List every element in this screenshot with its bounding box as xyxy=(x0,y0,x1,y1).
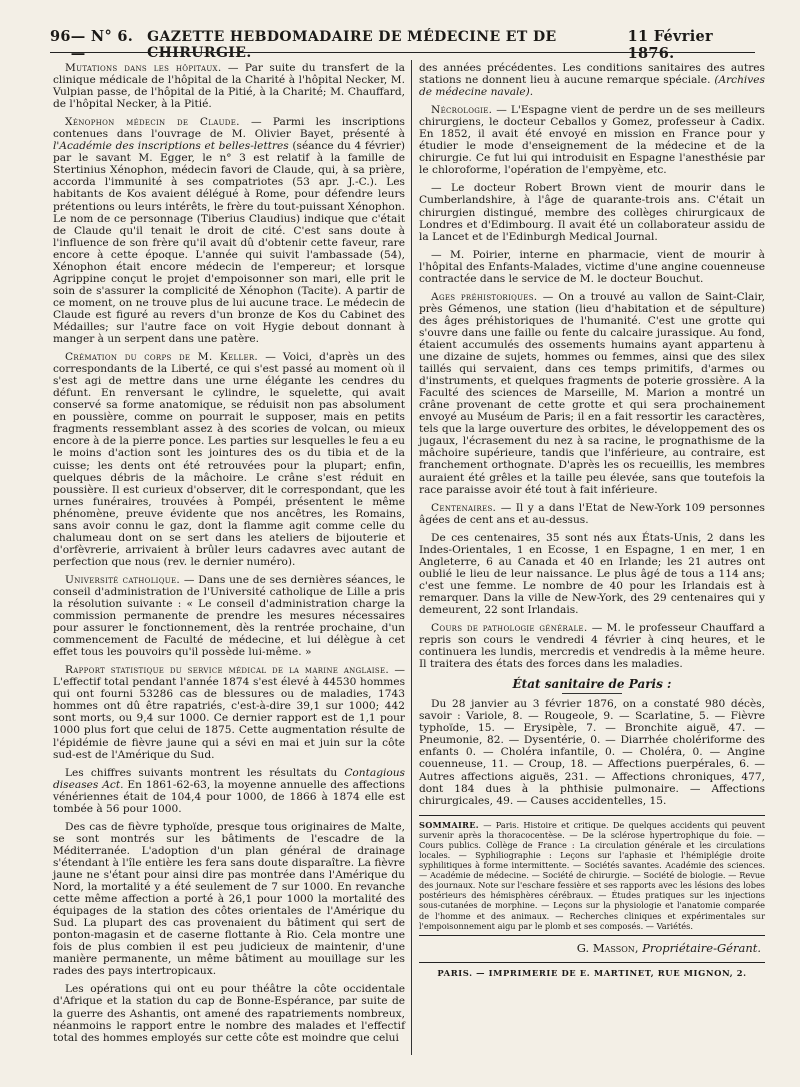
article-body: — Voici, d'après un des correspondants de la Liberté, ce qui s'est passé au moment où il s'est agi de mettre dans une urne élégante les cendres du défunt. En renversant le cylindre, le squelette, qui avait conservé sa forme anatomique, se réduisit non pas absolument en poussière, comme on pourrait le supposer, mais en petits fragments ressemblant assez à des scories de volcan, ou mieux encore à de la pierre ponce. Les parties sur lesquelles le feu a eu le moins d'action sont les jointures des os du tibia et de la cuisse; les dents ont été retrouvées pour la plupart; enfin, quelques débris de la mâchoire. Le crâne s'est réduit en poussière. Il est curieux d'observer, dit le correspondant, que les urnes funéraires, trouvées à Pompéi, présentent le même phénomène, preuve évidente que nos ancêtres, les Romains, sans avoir connu le gaz, dont la flamme agit comme celle du chalumeau dont on se sert dans les ateliers de bijouterie et d'orfèvrerie, arrivaient à brûler leurs cadavres avec autant de perfection que nous (rev. le dernier numéro). xyxy=(53,351,406,568)
article-rapport-p3 xyxy=(53,821,405,978)
article-heading: Université catholique. xyxy=(65,573,181,586)
article-cours xyxy=(419,622,765,670)
article-body: En 1861-62-63, la moyenne annuelle des affections vénériennes était de 104,4 pour 1000, de 1866 à 1874 elle est tombée à 56 pour 1000. xyxy=(53,778,405,815)
article-body: des années précédentes. Les conditions sanitaires des autres stations ne donnent lieu à aucune remarque spéciale. xyxy=(419,62,765,87)
article-body: — L'Espagne vient de perdre un de ses meilleurs chirurgiens, le docteur Ceballos y Gomez, professeur à Cadix. En 1852, il avait été envoyé en mission en France pour y étudier le mode d'enseignement de la médecine et de la chirurgie. Ce fut lui qui introduisit en Espagne l'anesthésie par le chloroforme, l'opération de l'empyème, etc. xyxy=(419,104,765,177)
article-necrologie-p3 xyxy=(419,249,765,285)
article-heading: Rapport statistique du service médical de la marine anglaise. xyxy=(65,664,390,677)
article-rapport-p4 xyxy=(53,983,405,1043)
sommaire-text: — Paris. Histoire et critique. De quelques accidents qui peuvent survenir après la thoracocentèse. — De la sclérose hypertrophique du foie. — Cours publics. Collège de France : La circulation générale et les circulations locales. — Syphiliographie : Leçons sur l'aphasie et l'hémiplégie droite syphilitiques à forme intermittente. — Sociétés savantes. Académie des sciences. — Académie de médecine. — Société de chirurgie. — Société de biologie. — Revue des journaux. Note sur l'eschare fessière et ses rapports avec les lésions des lobes postérieurs des hémisphères cérébraux. — Études pratiques sur les injections sous-cutanées de morphine. — Leçons sur la physiologie et l'anatomie comparée de l'homme et des animaux. — Recherches cliniques et expérimentales sur l'empoisonnement aigu par le plomb et ses composés. — Variétés. xyxy=(419,819,765,931)
signature-role: Propriétaire-Gérant. xyxy=(642,940,761,955)
article-centenaires xyxy=(419,502,765,526)
article-body: Du 28 janvier au 3 février 1876, on a constaté 980 décès, savoir : Variole, 8. — Rougeole, 9. — Scarlatine, 5. — Fièvre typhoïde, 15. — Erysipèle, 7. — Bronchite aiguë, 47. — Pneumonie, 82. — Dysentérie, 0. — Diarrhée cholériforme des enfants 0. — Choléra infantile, 0. — Choléra, 0. — Angine couenneuse, 11. — Croup, 18. — Affections puerpérales, 6. — Autres affections aiguës, 231. — Affections chroniques, 477, dont 184 dues à la phthisie pulmonaire. — Affections chirurgicales, 49. — Causes accidentelles, 15. xyxy=(419,698,765,807)
signature-name: G. Masson xyxy=(576,940,635,955)
article-heading: Centenaires. xyxy=(431,501,497,514)
etat-sanitaire-rule xyxy=(562,693,622,694)
article-cremation xyxy=(53,351,405,568)
printer-line: PARIS. — IMPRIMERIE DE E. MARTINET, RUE MIGNON, 2. xyxy=(419,962,765,979)
article-emphasis: l'Académie des inscriptions et belles-lettres xyxy=(53,140,289,153)
article-body: — M. le professeur Chauffard a repris son cours le vendredi 4 février à cinq heures, et le continuera les lundis, mercredis et vendredis à la même heure. Il traitera des états des forces dans les maladies. xyxy=(419,622,765,671)
article-necrologie xyxy=(419,104,765,176)
article-universite xyxy=(53,574,405,658)
article-heading: Xénophon médecin de Claude. xyxy=(65,116,240,129)
journal-title: GAZETTE HEBDOMADAIRE DE MÉDECINE ET DE CHIRURGIE. xyxy=(147,29,557,61)
article-body: — Parmi les inscriptions contenues dans l'ouvrage de M. Olivier Bayet, présenté à xyxy=(53,116,405,141)
page-header xyxy=(50,28,755,62)
article-centenaires-p2 xyxy=(419,532,765,616)
signature xyxy=(419,942,761,954)
article-necrologie-p2 xyxy=(419,182,765,242)
article-body: — M. Poirier, interne en pharmacie, vient de mourir à l'hôpital des Enfants-Malades, victime d'une angine couenneuse contractée dans le service de M. le docteur Bouchut. xyxy=(419,248,765,285)
article-mutations xyxy=(53,62,405,110)
sommaire-label: SOMMAIRE. xyxy=(419,819,479,830)
etat-sanitaire-body xyxy=(419,698,765,806)
article-heading: Mutations dans les hôpitaux. xyxy=(65,62,222,74)
page-number: 96 xyxy=(50,28,71,45)
article-body: — On a trouvé au vallon de Saint-Clair, près Gémenos, une station (lieu d'habitation et de sépulture) des âges préhistoriques de l'humanité. C'est une grotte qui s'ouvre dans une faille ou fente du calcaire jurassique. Au fond, étaient accumulés des ossements humains ayant appartenu à une dizaine de sujets, hommes ou femmes, ainsi que des silex taillés qui servaient, dans ces temps primitifs, d'armes ou d'instruments, et quelques fragments de poterie grossière. A la Faculté des sciences de Marseille, M. Marion a montré un crâne provenant de cette grotte et qui sera prochainement envoyé au Muséum de Paris; il en a fait ressortir les caractères, tels que la large ouverture des orbites, le développement des os jugaux, l'écrasement du nez à sa racine, le prognathisme de la mâchoire supérieure, tandis que l'inférieure, au contraire, est franchement orthognate. D'après les os recueillis, les membres auraient été grêles et la taille peu élevée, sans que toutefois la race paraisse avoir été tout à fait inférieure. xyxy=(419,290,766,496)
article-body: — Dans une de ses dernières séances, le conseil d'administration de l'Université catholique de Lille a pris la résolution suivante : « Le conseil d'administration charge la commission permanente de prendre les mesures nécessaires pour assurer le fonctionnement, dès la rentrée prochaine, d'un commencement de Faculté de médecine, et lui délègue à cet effet tous les pouvoirs qu'il possède lui-même. » xyxy=(53,573,406,659)
article-rapport-continued xyxy=(419,62,765,98)
left-column xyxy=(53,62,405,1050)
article-heading: Crémation du corps de M. Keller. xyxy=(65,351,259,364)
issue-date: 11 Février 1876. xyxy=(627,28,714,62)
article-body: De ces centenaires, 35 sont nés aux États-Unis, 2 dans les Indes-Orientales, 1 en Ecosse, 1 en Espagne, 1 en mer, 1 en Angleterre, 6 au Canada et 40 en Irlande; les 21 autres ont oublié le lieu de leur naissance. Le plus âgé de tous a 114 ans; c'est une femme. Le nombre de 40 pour les Irlandais est à remarquer. Dans la ville de New-York, des 29 centenaires qui y demeurent, 22 sont Irlandais. xyxy=(419,531,765,616)
article-body: — Par suite du transfert de la clinique médicale de l'hôpital de la Charité à l'hôpital Necker, M. Vulpian passe, de l'hôpital de la Pitié, à la Charité; M. Chauffard, de l'hôpital Necker, à la Pitié. xyxy=(53,62,405,111)
article-emphasis: Contagious diseases Act. xyxy=(53,766,405,791)
column-separator xyxy=(411,60,412,1055)
article-body: (séance du 4 février) par le savant M. Egger, le n° 3 est relatif à la famille de Stertinius Xénophon, médecin favori de Claude, qui, à sa prière, accorda l'immunité à ses compatriotes (53 apr. J.-C.). Les habitants de Kos avaient délégué à Rome, pour défendre leurs prétentions ou leurs intérêts, le frère du tout-puissant Xénophon. Le nom de ce personnage (Tiberius Claudius) indique que c'était de Claude qu'il tenait le droit de cité. C'est sans doute à l'influence de son frère qu'il avait dû d'obtenir cette faveur, rare encore à cette époque. L'année qui suivit l'ambassade (54), Xénophon était encore médecin de l'empereur; et lorsque Agrippine conçut le projet d'empoisonner son mari, elle prit le soin de s'assurer la complicité de Xénophon (Tacite). A partir de ce moment, on ne trouve plus de lui aucune trace. Le médecin de Claude est figuré au revers d'un bronze de Kos du Cabinet des Médailles; sur l'autre face on voit Hygie debout donnant à manger à un serpent dans une patère. xyxy=(53,140,406,346)
article-rapport-p2 xyxy=(53,767,405,815)
issue-number: — N° 6. — xyxy=(70,28,134,62)
etat-sanitaire-title: État sanitaire de Paris : xyxy=(512,677,672,692)
article-body: Les chiffres suivants montrent les résultats du xyxy=(65,766,338,779)
sommaire-box xyxy=(419,815,765,936)
article-body: Les opérations qui ont eu pour théâtre la côte occidentale d'Afrique et la station du cap de Bonne-Espérance, par suite de la guerre des Ashantis, ont amené des rapatriements nombreux, néanmoins le rapport entre le nombre des malades et l'effectif total des hommes employés sur cette côte est moindre que celui xyxy=(53,983,405,1044)
right-column xyxy=(419,62,765,979)
header-rule xyxy=(50,52,755,53)
article-heading: Nécrologie. xyxy=(431,104,493,117)
article-ages xyxy=(419,291,765,496)
article-body: — L'effectif total pendant l'année 1874 s'est élevé à 44530 hommes qui ont fourni 53286 cas de blessures ou de maladies, 1743 hommes ont dû être rapatriés, c'est-à-dire 39,1 sur 1000; 442 sont morts, ou 9,4 sur 1000. Ce dernier rapport est de 1,1 pour 1000 plus fort que celui de 1875. Cette augmentation résulte de l'épidémie de fièvre jaune qui a sévi en mai et juin sur la côte sud-est de l'Amérique du Sud. xyxy=(53,664,405,761)
signature-sep: , xyxy=(634,940,639,955)
article-xenophon xyxy=(53,116,405,345)
article-heading: Cours de pathologie générale. xyxy=(431,622,588,635)
article-body: — Le docteur Robert Brown vient de mourir dans le Cumberlandshire, à l'âge de quarante-trois ans. C'était un chirurgien distingué, membre des collèges chirurgicaux de Londres et d'Edimbourg. Il avait été un collaborateur assidu de la Lancet et de l'Edinburgh Medical Journal. xyxy=(419,182,765,243)
article-heading: Ages préhistoriques. xyxy=(431,290,538,303)
article-body: Des cas de fièvre typhoïde, presque tous originaires de Malte, se sont montrés sur les bâtiments de l'escadre de la Méditerranée. L'adoption d'un plan général de drainage s'étendant à l'île entière les fera sans doute disparaître. La fièvre jaune ne s'étant pour ainsi dire pas montrée dans l'Amérique du Nord, la mortalité y a été seulement de 7 sur 1000. En revanche cette même affection a porté à 26,1 pour 1000 la mortalité des équipages de la station des côtes orientales de l'Amérique du Sud. La plupart des cas provenaient du bâtiment qui sert de ponton-magasin et de caserne flottante à Rio. Cela montre une fois de plus combien il est peu judicieux de maintenir, d'une manière permanente, un même bâtiment au mouillage sur les rades des pays intertropicaux. xyxy=(53,820,405,978)
article-source: (Archives de médecine navale). xyxy=(419,74,765,99)
article-rapport xyxy=(53,664,405,760)
article-body: — Il y a dans l'Etat de New-York 109 personnes âgées de cent ans et au-dessus. xyxy=(419,501,765,526)
